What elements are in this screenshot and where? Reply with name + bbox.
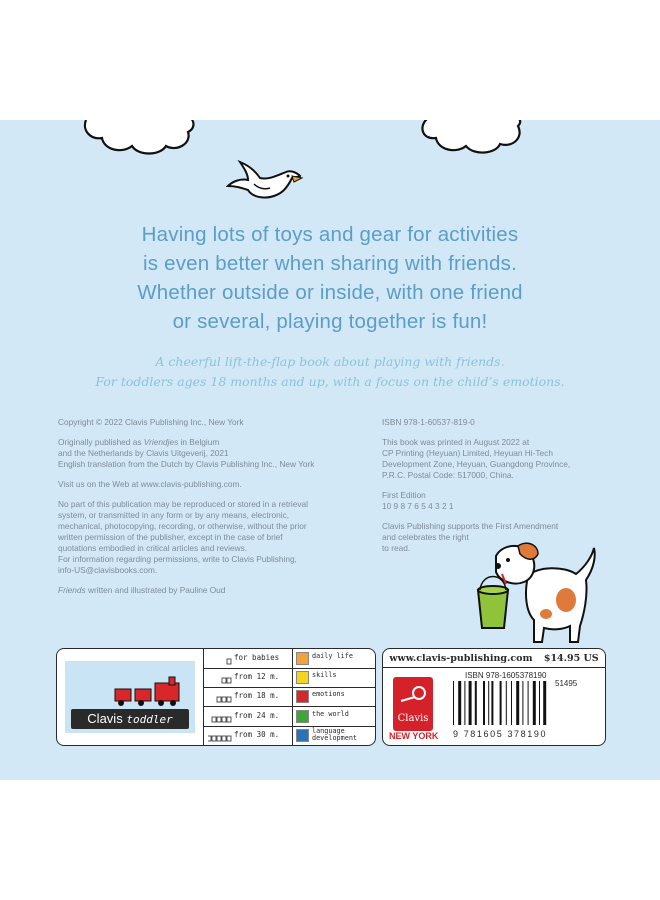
skill-color-swatch [296, 671, 309, 684]
divider [383, 667, 605, 668]
edition-line: First Edition [382, 490, 426, 500]
blurb-line: Whether outside or inside, with one friend [137, 281, 523, 304]
age-skill-row [204, 668, 376, 688]
age-label: for babies [234, 653, 280, 662]
amendment-line: Clavis Publishing supports the First Amendment [382, 521, 559, 531]
rights-line: mechanical, photocopying, recording, or otherwise, without the prior [58, 521, 307, 531]
skill-label: language development [312, 726, 358, 742]
translation-line: English translation from the Dutch by Clavis Publishing Inc., New York [58, 459, 315, 469]
rights-line: quotations embodied in critical articles and reviews. [58, 543, 248, 553]
barcode [451, 681, 551, 727]
age-label: from 12 m. [234, 672, 280, 682]
print-numbers: 10 9 8 7 6 5 4 3 2 1 [382, 501, 454, 511]
website-line: Visit us on the Web at www.clavis-publishing.com. [58, 479, 242, 489]
tagline-line: A cheerful lift-the-flap book about playing with friends. [155, 354, 505, 369]
series-info-panel [56, 648, 376, 746]
printing-line: This book was printed in August 2022 at [382, 437, 530, 447]
copyright-block [58, 417, 358, 605]
blurb-line: or several, playing together is fun! [172, 310, 488, 333]
train-cars-icon [208, 673, 234, 681]
rights-line: No part of this publication may be reproduced or stored in a retrieval [58, 499, 308, 509]
skill-label: the world [312, 709, 349, 718]
skill-label: daily life [312, 652, 353, 660]
tagline-line: For toddlers ages 18 months and up, with a focus on the child’s emotions. [95, 374, 565, 389]
copyright-line: Copyright © 2022 Clavis Publishing Inc., New York [58, 417, 244, 427]
key-icon [399, 685, 427, 707]
age-skill-row [204, 707, 376, 727]
tagline [40, 352, 620, 392]
credit-line: Friends written and illustrated by Pauline Oud [58, 585, 226, 595]
skill-color-swatch [296, 652, 309, 665]
age-label: from 24 m. [234, 710, 280, 720]
cloud-right-illustration [418, 120, 528, 160]
train-icon [113, 675, 187, 709]
publisher-url: www.clavis-publishing.com [389, 653, 533, 664]
logo-wordmark: Clavis toddler [71, 709, 189, 729]
rights-line: info-US@clavisbooks.com. [58, 565, 158, 575]
skill-label: emotions [312, 690, 345, 699]
clavis-logo [393, 677, 433, 731]
isbn-line: ISBN 978-1-60537-819-0 [382, 417, 475, 427]
price-line [383, 653, 605, 664]
barcode-isbn: ISBN 978-1605378190 [465, 671, 547, 680]
original-publication-line: and the Netherlands by Clavis Uitgeverij, 2021 [58, 448, 229, 458]
rights-line: For information regarding permissions, write to Clavis Publishing, [58, 554, 297, 564]
printing-line: CP Printing (Heyuan) Limited, Heyuan Hi-Tech [382, 448, 553, 458]
age-skill-row [204, 687, 376, 707]
blurb-line: is even better when sharing with friends. [143, 252, 517, 275]
rights-line: written permission of the publisher, except in the case of brief [58, 532, 283, 542]
skill-color-swatch [296, 710, 309, 723]
publisher-city: NEW YORK [389, 731, 439, 741]
original-publication-line: Originally published as Vriendjes in Belgium [58, 437, 220, 447]
skill-label: skills [312, 671, 337, 680]
skill-color-swatch [296, 690, 309, 703]
skill-color-swatch [296, 729, 309, 742]
train-cars-icon [208, 712, 234, 720]
amendment-line: and celebrates the right [382, 532, 469, 542]
train-cars-icon [208, 731, 234, 739]
publisher-name: Clavis [397, 713, 429, 724]
blurb-line: Having lots of toys and gear for activities [141, 223, 519, 246]
age-label: from 18 m. [234, 691, 280, 701]
back-cover [0, 120, 660, 780]
bird-illustration [226, 156, 304, 206]
train-cars-icon [208, 692, 234, 700]
barcode-digits: 9 781605 378190 [453, 729, 548, 739]
rights-line: system, or transmitted in any form or by any means, electronic, [58, 510, 290, 520]
dog-with-bucket-illustration [468, 536, 604, 648]
age-skill-table [203, 649, 376, 745]
price-code: 51495 [555, 679, 578, 688]
blurb-text [60, 220, 600, 336]
amendment-line: to read. [382, 543, 411, 553]
train-cars-icon [208, 654, 234, 662]
price: $14.95 US [543, 653, 599, 664]
age-label: from 30 m. [234, 729, 280, 739]
printing-line: P.R.C. Postal Code: 517000, China. [382, 470, 514, 480]
cloud-left-illustration [80, 120, 200, 162]
age-skill-row [204, 649, 376, 669]
printing-line: Development Zone, Heyuan, Guangdong Province, [382, 459, 571, 469]
clavis-toddler-logo [65, 661, 195, 733]
age-skill-row [204, 726, 376, 745]
barcode-panel [382, 648, 606, 746]
